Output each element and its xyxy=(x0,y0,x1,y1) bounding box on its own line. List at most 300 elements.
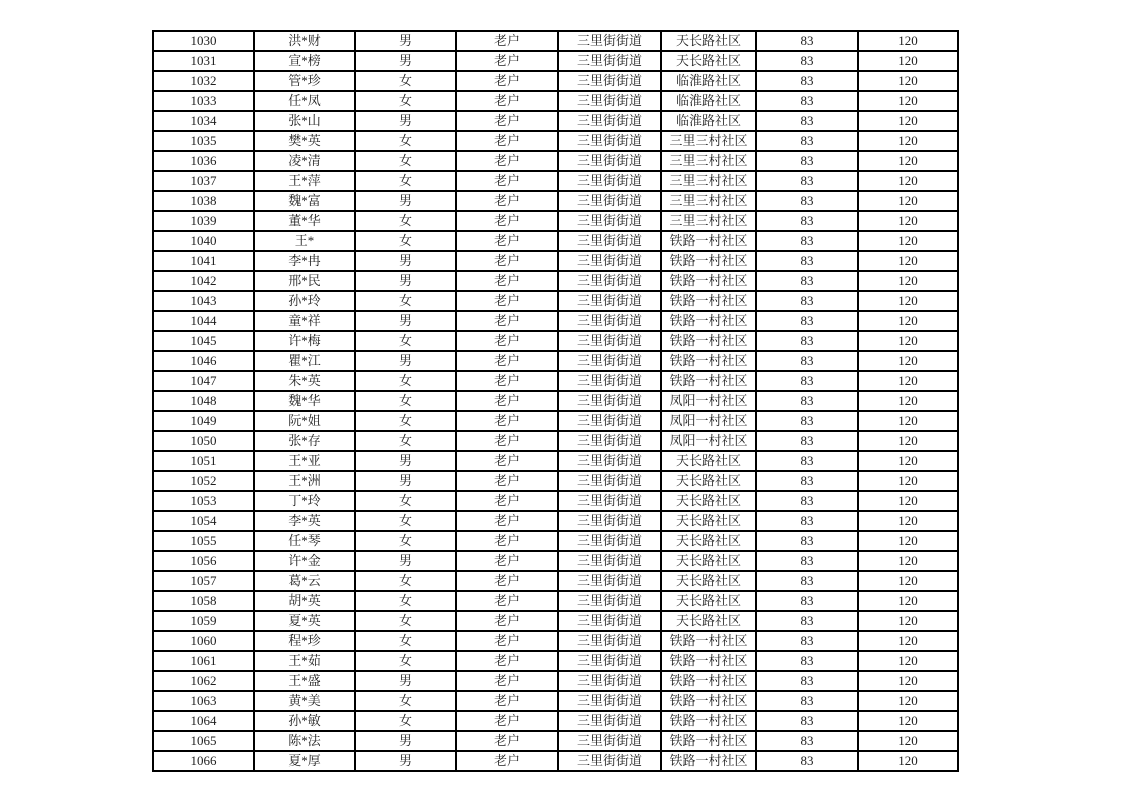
table-cell-community: 临淮路社区 xyxy=(661,71,756,91)
roster-table-body xyxy=(153,31,958,771)
table-cell-household-type: 老户 xyxy=(456,751,558,771)
table-cell-household-type: 老户 xyxy=(456,331,558,351)
table-row xyxy=(153,111,958,131)
table-cell-value-1: 83 xyxy=(756,331,858,351)
table-cell-household-type: 老户 xyxy=(456,711,558,731)
table-cell-index: 1064 xyxy=(153,711,254,731)
table-cell-community: 铁路一村社区 xyxy=(661,291,756,311)
table-cell-name: 魏*富 xyxy=(254,191,355,211)
table-cell-index: 1038 xyxy=(153,191,254,211)
table-cell-gender: 女 xyxy=(355,531,456,551)
table-cell-gender: 男 xyxy=(355,471,456,491)
table-cell-community: 铁路一村社区 xyxy=(661,691,756,711)
table-cell-index: 1059 xyxy=(153,611,254,631)
table-cell-household-type: 老户 xyxy=(456,311,558,331)
table-cell-gender: 男 xyxy=(355,251,456,271)
table-cell-index: 1050 xyxy=(153,431,254,451)
table-cell-value-2: 120 xyxy=(858,211,958,231)
table-row xyxy=(153,91,958,111)
table-cell-value-2: 120 xyxy=(858,691,958,711)
table-cell-value-2: 120 xyxy=(858,31,958,51)
table-cell-gender: 女 xyxy=(355,391,456,411)
table-cell-household-type: 老户 xyxy=(456,391,558,411)
table-cell-street: 三里街街道 xyxy=(558,111,661,131)
table-cell-street: 三里街街道 xyxy=(558,291,661,311)
table-cell-community: 凤阳一村社区 xyxy=(661,411,756,431)
table-cell-index: 1035 xyxy=(153,131,254,151)
table-row xyxy=(153,331,958,351)
table-row xyxy=(153,531,958,551)
table-cell-index: 1062 xyxy=(153,671,254,691)
table-cell-name: 张*存 xyxy=(254,431,355,451)
table-cell-gender: 女 xyxy=(355,371,456,391)
table-cell-gender: 男 xyxy=(355,51,456,71)
table-cell-value-2: 120 xyxy=(858,371,958,391)
table-row xyxy=(153,371,958,391)
table-cell-value-1: 83 xyxy=(756,231,858,251)
table-cell-street: 三里街街道 xyxy=(558,171,661,191)
table-cell-value-1: 83 xyxy=(756,451,858,471)
table-cell-gender: 女 xyxy=(355,611,456,631)
table-cell-community: 铁路一村社区 xyxy=(661,311,756,331)
table-cell-street: 三里街街道 xyxy=(558,631,661,651)
table-cell-household-type: 老户 xyxy=(456,511,558,531)
table-cell-value-1: 83 xyxy=(756,131,858,151)
table-cell-community: 临淮路社区 xyxy=(661,91,756,111)
table-cell-index: 1046 xyxy=(153,351,254,371)
table-cell-value-2: 120 xyxy=(858,411,958,431)
table-cell-value-2: 120 xyxy=(858,71,958,91)
table-cell-gender: 男 xyxy=(355,551,456,571)
table-cell-street: 三里街街道 xyxy=(558,391,661,411)
table-cell-household-type: 老户 xyxy=(456,31,558,51)
table-cell-street: 三里街街道 xyxy=(558,71,661,91)
table-cell-index: 1037 xyxy=(153,171,254,191)
table-cell-name: 邢*民 xyxy=(254,271,355,291)
table-cell-name: 任*凤 xyxy=(254,91,355,111)
table-cell-value-1: 83 xyxy=(756,751,858,771)
table-cell-name: 董*华 xyxy=(254,211,355,231)
table-cell-community: 铁路一村社区 xyxy=(661,711,756,731)
table-cell-value-2: 120 xyxy=(858,551,958,571)
table-cell-name: 王*萍 xyxy=(254,171,355,191)
table-cell-value-2: 120 xyxy=(858,631,958,651)
table-cell-value-1: 83 xyxy=(756,511,858,531)
table-row xyxy=(153,191,958,211)
table-row xyxy=(153,611,958,631)
table-cell-index: 1049 xyxy=(153,411,254,431)
table-cell-gender: 男 xyxy=(355,311,456,331)
table-row xyxy=(153,211,958,231)
table-cell-value-1: 83 xyxy=(756,171,858,191)
table-row xyxy=(153,751,958,771)
table-cell-name: 樊*英 xyxy=(254,131,355,151)
table-cell-index: 1063 xyxy=(153,691,254,711)
table-cell-name: 任*琴 xyxy=(254,531,355,551)
table-cell-household-type: 老户 xyxy=(456,51,558,71)
table-cell-community: 铁路一村社区 xyxy=(661,251,756,271)
table-cell-household-type: 老户 xyxy=(456,611,558,631)
table-cell-street: 三里街街道 xyxy=(558,751,661,771)
table-cell-value-1: 83 xyxy=(756,151,858,171)
table-cell-household-type: 老户 xyxy=(456,211,558,231)
table-cell-index: 1060 xyxy=(153,631,254,651)
table-cell-community: 铁路一村社区 xyxy=(661,751,756,771)
table-cell-value-1: 83 xyxy=(756,591,858,611)
table-cell-name: 瞿*江 xyxy=(254,351,355,371)
table-row xyxy=(153,571,958,591)
table-cell-value-2: 120 xyxy=(858,651,958,671)
table-cell-street: 三里街街道 xyxy=(558,231,661,251)
table-cell-gender: 女 xyxy=(355,711,456,731)
table-cell-community: 临淮路社区 xyxy=(661,111,756,131)
table-cell-value-1: 83 xyxy=(756,651,858,671)
table-row xyxy=(153,71,958,91)
table-cell-household-type: 老户 xyxy=(456,131,558,151)
table-cell-community: 天长路社区 xyxy=(661,511,756,531)
table-cell-street: 三里街街道 xyxy=(558,671,661,691)
table-cell-community: 天长路社区 xyxy=(661,491,756,511)
table-cell-index: 1036 xyxy=(153,151,254,171)
table-row xyxy=(153,591,958,611)
table-cell-value-1: 83 xyxy=(756,311,858,331)
table-cell-community: 铁路一村社区 xyxy=(661,351,756,371)
table-cell-index: 1055 xyxy=(153,531,254,551)
table-row xyxy=(153,311,958,331)
table-cell-index: 1065 xyxy=(153,731,254,751)
table-cell-street: 三里街街道 xyxy=(558,331,661,351)
table-cell-community: 铁路一村社区 xyxy=(661,731,756,751)
table-cell-household-type: 老户 xyxy=(456,451,558,471)
table-cell-name: 王*茹 xyxy=(254,651,355,671)
table-cell-household-type: 老户 xyxy=(456,671,558,691)
table-cell-value-1: 83 xyxy=(756,211,858,231)
table-cell-household-type: 老户 xyxy=(456,471,558,491)
table-cell-value-2: 120 xyxy=(858,291,958,311)
table-cell-value-1: 83 xyxy=(756,711,858,731)
table-cell-street: 三里街街道 xyxy=(558,411,661,431)
table-cell-index: 1057 xyxy=(153,571,254,591)
table-cell-value-2: 120 xyxy=(858,51,958,71)
table-cell-street: 三里街街道 xyxy=(558,731,661,751)
table-cell-value-1: 83 xyxy=(756,391,858,411)
table-row xyxy=(153,391,958,411)
table-cell-value-1: 83 xyxy=(756,251,858,271)
table-row xyxy=(153,451,958,471)
table-cell-value-2: 120 xyxy=(858,511,958,531)
table-cell-value-1: 83 xyxy=(756,471,858,491)
table-cell-name: 程*珍 xyxy=(254,631,355,651)
table-cell-gender: 女 xyxy=(355,631,456,651)
table-cell-street: 三里街街道 xyxy=(558,371,661,391)
table-cell-index: 1053 xyxy=(153,491,254,511)
table-row xyxy=(153,431,958,451)
table-row xyxy=(153,411,958,431)
table-cell-household-type: 老户 xyxy=(456,151,558,171)
table-cell-street: 三里街街道 xyxy=(558,511,661,531)
table-cell-gender: 女 xyxy=(355,71,456,91)
table-cell-value-1: 83 xyxy=(756,91,858,111)
table-cell-value-1: 83 xyxy=(756,291,858,311)
table-cell-index: 1041 xyxy=(153,251,254,271)
table-cell-value-1: 83 xyxy=(756,631,858,651)
table-cell-index: 1061 xyxy=(153,651,254,671)
table-row xyxy=(153,491,958,511)
table-cell-street: 三里街街道 xyxy=(558,691,661,711)
table-cell-community: 天长路社区 xyxy=(661,51,756,71)
table-cell-street: 三里街街道 xyxy=(558,651,661,671)
table-cell-community: 三里三村社区 xyxy=(661,211,756,231)
table-cell-name: 黄*美 xyxy=(254,691,355,711)
table-cell-value-2: 120 xyxy=(858,311,958,331)
table-cell-value-2: 120 xyxy=(858,131,958,151)
table-cell-value-1: 83 xyxy=(756,431,858,451)
table-cell-value-2: 120 xyxy=(858,431,958,451)
table-cell-value-2: 120 xyxy=(858,231,958,251)
table-cell-value-2: 120 xyxy=(858,331,958,351)
table-cell-index: 1034 xyxy=(153,111,254,131)
table-cell-gender: 男 xyxy=(355,671,456,691)
table-cell-name: 凌*清 xyxy=(254,151,355,171)
table-cell-household-type: 老户 xyxy=(456,571,558,591)
table-cell-value-2: 120 xyxy=(858,151,958,171)
table-cell-name: 许*梅 xyxy=(254,331,355,351)
table-cell-name: 孙*玲 xyxy=(254,291,355,311)
table-cell-value-2: 120 xyxy=(858,271,958,291)
table-cell-value-2: 120 xyxy=(858,751,958,771)
table-cell-value-1: 83 xyxy=(756,371,858,391)
table-cell-street: 三里街街道 xyxy=(558,351,661,371)
table-cell-community: 铁路一村社区 xyxy=(661,331,756,351)
table-cell-community: 凤阳一村社区 xyxy=(661,431,756,451)
table-cell-community: 天长路社区 xyxy=(661,451,756,471)
table-cell-index: 1066 xyxy=(153,751,254,771)
table-cell-value-1: 83 xyxy=(756,51,858,71)
table-cell-street: 三里街街道 xyxy=(558,611,661,631)
table-row xyxy=(153,291,958,311)
table-cell-value-2: 120 xyxy=(858,531,958,551)
table-cell-value-1: 83 xyxy=(756,411,858,431)
table-cell-name: 王*亚 xyxy=(254,451,355,471)
table-cell-household-type: 老户 xyxy=(456,431,558,451)
table-cell-index: 1033 xyxy=(153,91,254,111)
table-cell-gender: 女 xyxy=(355,291,456,311)
table-cell-community: 铁路一村社区 xyxy=(661,651,756,671)
table-cell-name: 丁*玲 xyxy=(254,491,355,511)
table-cell-value-2: 120 xyxy=(858,111,958,131)
table-cell-name: 魏*华 xyxy=(254,391,355,411)
table-cell-gender: 男 xyxy=(355,191,456,211)
table-cell-index: 1031 xyxy=(153,51,254,71)
table-cell-index: 1032 xyxy=(153,71,254,91)
table-cell-value-2: 120 xyxy=(858,491,958,511)
table-cell-value-2: 120 xyxy=(858,711,958,731)
table-row xyxy=(153,731,958,751)
table-cell-value-1: 83 xyxy=(756,571,858,591)
table-cell-value-1: 83 xyxy=(756,531,858,551)
table-row xyxy=(153,711,958,731)
table-cell-gender: 男 xyxy=(355,751,456,771)
table-cell-index: 1048 xyxy=(153,391,254,411)
table-cell-community: 铁路一村社区 xyxy=(661,671,756,691)
table-cell-gender: 女 xyxy=(355,691,456,711)
table-cell-gender: 男 xyxy=(355,31,456,51)
table-cell-gender: 男 xyxy=(355,271,456,291)
table-cell-community: 天长路社区 xyxy=(661,531,756,551)
table-cell-gender: 女 xyxy=(355,151,456,171)
table-cell-name: 李*英 xyxy=(254,511,355,531)
table-cell-value-2: 120 xyxy=(858,91,958,111)
table-cell-household-type: 老户 xyxy=(456,591,558,611)
table-cell-value-2: 120 xyxy=(858,351,958,371)
table-cell-index: 1039 xyxy=(153,211,254,231)
table-cell-gender: 女 xyxy=(355,591,456,611)
table-cell-name: 宣*榜 xyxy=(254,51,355,71)
table-cell-street: 三里街街道 xyxy=(558,131,661,151)
table-cell-gender: 女 xyxy=(355,171,456,191)
table-row xyxy=(153,231,958,251)
table-cell-name: 胡*英 xyxy=(254,591,355,611)
table-cell-household-type: 老户 xyxy=(456,291,558,311)
table-cell-value-2: 120 xyxy=(858,251,958,271)
table-cell-index: 1058 xyxy=(153,591,254,611)
table-cell-street: 三里街街道 xyxy=(558,491,661,511)
table-cell-value-2: 120 xyxy=(858,571,958,591)
table-cell-value-2: 120 xyxy=(858,731,958,751)
table-cell-value-1: 83 xyxy=(756,691,858,711)
table-cell-street: 三里街街道 xyxy=(558,51,661,71)
table-cell-household-type: 老户 xyxy=(456,231,558,251)
table-cell-value-2: 120 xyxy=(858,611,958,631)
table-cell-community: 三里三村社区 xyxy=(661,131,756,151)
table-cell-index: 1051 xyxy=(153,451,254,471)
table-cell-street: 三里街街道 xyxy=(558,591,661,611)
table-cell-gender: 女 xyxy=(355,511,456,531)
table-cell-street: 三里街街道 xyxy=(558,211,661,231)
table-cell-value-1: 83 xyxy=(756,671,858,691)
table-cell-name: 许*金 xyxy=(254,551,355,571)
table-cell-index: 1052 xyxy=(153,471,254,491)
table-cell-value-2: 120 xyxy=(858,671,958,691)
table-cell-value-1: 83 xyxy=(756,271,858,291)
table-cell-gender: 女 xyxy=(355,491,456,511)
table-cell-community: 天长路社区 xyxy=(661,611,756,631)
table-cell-street: 三里街街道 xyxy=(558,551,661,571)
table-cell-street: 三里街街道 xyxy=(558,151,661,171)
table-cell-street: 三里街街道 xyxy=(558,271,661,291)
table-row xyxy=(153,511,958,531)
table-cell-value-2: 120 xyxy=(858,451,958,471)
table-cell-gender: 男 xyxy=(355,451,456,471)
table-cell-gender: 女 xyxy=(355,231,456,251)
table-cell-community: 天长路社区 xyxy=(661,31,756,51)
table-cell-gender: 女 xyxy=(355,331,456,351)
table-cell-name: 朱*英 xyxy=(254,371,355,391)
table-cell-value-2: 120 xyxy=(858,471,958,491)
table-cell-index: 1030 xyxy=(153,31,254,51)
table-cell-name: 童*祥 xyxy=(254,311,355,331)
roster-table-container xyxy=(152,30,959,772)
table-cell-community: 天长路社区 xyxy=(661,571,756,591)
table-cell-value-2: 120 xyxy=(858,391,958,411)
table-cell-street: 三里街街道 xyxy=(558,311,661,331)
table-cell-gender: 女 xyxy=(355,571,456,591)
table-cell-household-type: 老户 xyxy=(456,731,558,751)
table-row xyxy=(153,691,958,711)
table-cell-household-type: 老户 xyxy=(456,371,558,391)
table-row xyxy=(153,131,958,151)
table-cell-value-1: 83 xyxy=(756,611,858,631)
table-cell-name: 阮*姐 xyxy=(254,411,355,431)
table-cell-value-2: 120 xyxy=(858,171,958,191)
table-cell-street: 三里街街道 xyxy=(558,571,661,591)
table-cell-household-type: 老户 xyxy=(456,91,558,111)
table-row xyxy=(153,471,958,491)
table-cell-community: 天长路社区 xyxy=(661,591,756,611)
table-cell-gender: 男 xyxy=(355,351,456,371)
table-cell-household-type: 老户 xyxy=(456,691,558,711)
table-cell-name: 洪*财 xyxy=(254,31,355,51)
table-cell-index: 1043 xyxy=(153,291,254,311)
table-row xyxy=(153,51,958,71)
table-cell-household-type: 老户 xyxy=(456,491,558,511)
table-cell-value-2: 120 xyxy=(858,591,958,611)
table-cell-street: 三里街街道 xyxy=(558,431,661,451)
table-cell-street: 三里街街道 xyxy=(558,251,661,271)
table-cell-street: 三里街街道 xyxy=(558,531,661,551)
table-cell-index: 1045 xyxy=(153,331,254,351)
table-cell-value-1: 83 xyxy=(756,31,858,51)
table-cell-index: 1056 xyxy=(153,551,254,571)
table-cell-name: 陈*法 xyxy=(254,731,355,751)
table-cell-name: 夏*厚 xyxy=(254,751,355,771)
table-cell-household-type: 老户 xyxy=(456,411,558,431)
table-cell-household-type: 老户 xyxy=(456,71,558,91)
table-row xyxy=(153,351,958,371)
table-cell-household-type: 老户 xyxy=(456,191,558,211)
table-cell-household-type: 老户 xyxy=(456,271,558,291)
table-cell-name: 张*山 xyxy=(254,111,355,131)
table-cell-name: 李*冉 xyxy=(254,251,355,271)
table-cell-value-1: 83 xyxy=(756,71,858,91)
table-cell-household-type: 老户 xyxy=(456,171,558,191)
table-cell-community: 凤阳一村社区 xyxy=(661,391,756,411)
table-cell-name: 葛*云 xyxy=(254,571,355,591)
table-cell-community: 铁路一村社区 xyxy=(661,371,756,391)
table-cell-community: 三里三村社区 xyxy=(661,171,756,191)
table-row xyxy=(153,31,958,51)
table-cell-gender: 男 xyxy=(355,731,456,751)
table-cell-value-1: 83 xyxy=(756,351,858,371)
table-cell-index: 1044 xyxy=(153,311,254,331)
table-cell-index: 1054 xyxy=(153,511,254,531)
table-cell-household-type: 老户 xyxy=(456,111,558,131)
table-cell-household-type: 老户 xyxy=(456,651,558,671)
table-row xyxy=(153,251,958,271)
table-cell-value-1: 83 xyxy=(756,491,858,511)
table-cell-street: 三里街街道 xyxy=(558,471,661,491)
roster-table xyxy=(152,30,959,772)
table-cell-community: 铁路一村社区 xyxy=(661,271,756,291)
table-cell-street: 三里街街道 xyxy=(558,91,661,111)
table-cell-street: 三里街街道 xyxy=(558,711,661,731)
table-row xyxy=(153,551,958,571)
table-row xyxy=(153,631,958,651)
table-cell-name: 王*盛 xyxy=(254,671,355,691)
table-cell-gender: 女 xyxy=(355,651,456,671)
table-cell-name: 管*珍 xyxy=(254,71,355,91)
table-cell-community: 铁路一村社区 xyxy=(661,631,756,651)
